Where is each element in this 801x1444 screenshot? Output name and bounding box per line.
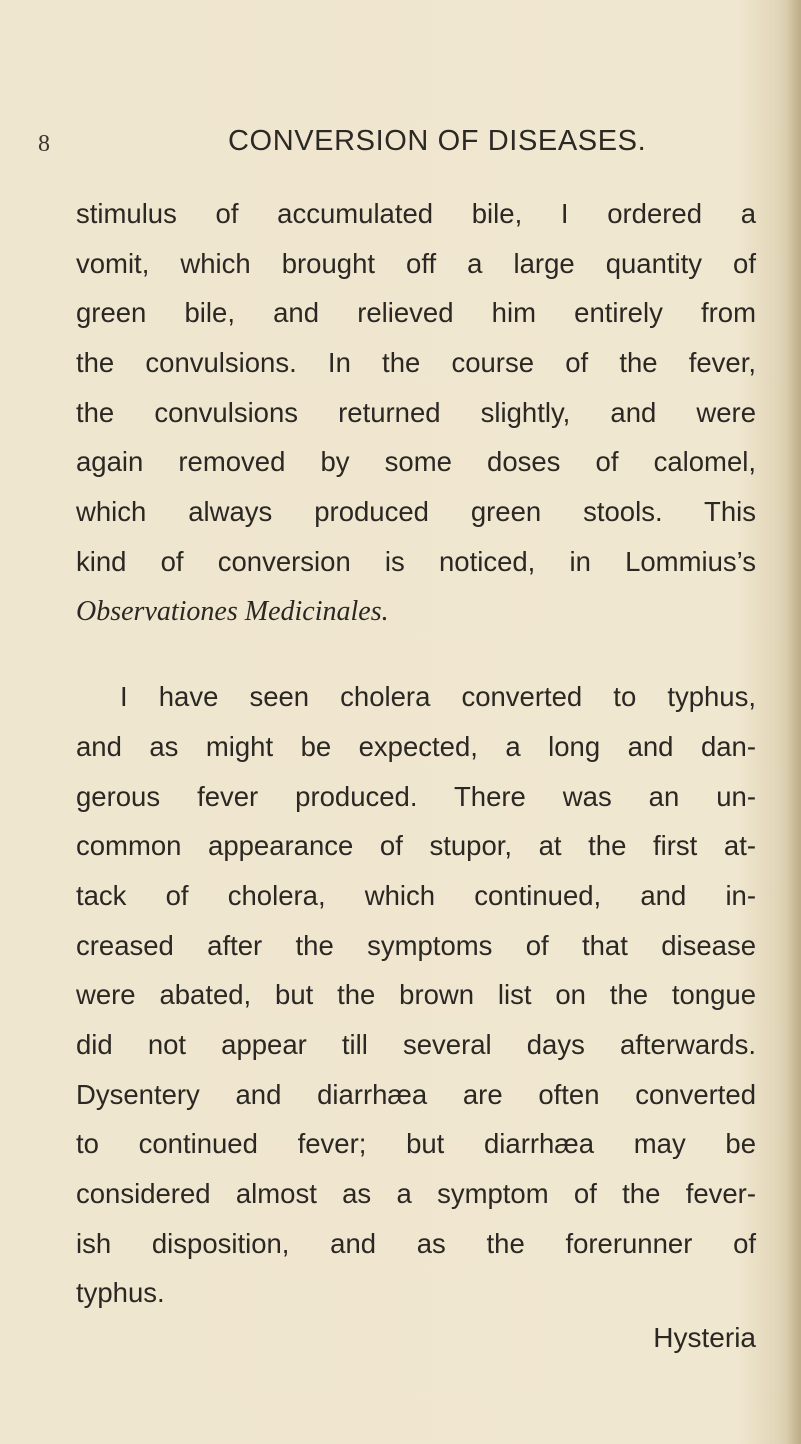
text-line: ish disposition, and as the forerunner of <box>76 1227 756 1259</box>
page-header <box>38 125 678 185</box>
catchword: Hysteria <box>653 1322 756 1353</box>
text-line: green bile, and relieved him entirely from <box>76 297 756 329</box>
text-line: considered almost as a symptom of the fever- <box>76 1178 756 1210</box>
text-line: I have seen cholera converted to typhus, <box>120 681 756 713</box>
text-line: to continued fever; but diarrhæa may be <box>76 1128 756 1160</box>
text-line: again removed by some doses of calomel, <box>76 446 756 478</box>
text-line: Dysentery and diarrhæa are often converted <box>76 1078 756 1110</box>
body-text <box>76 189 756 1318</box>
page-edge-shadow <box>787 0 801 1444</box>
text-line: common appearance of stupor, at the first at- <box>76 830 756 862</box>
text-line: which always produced green stools. This <box>76 496 756 528</box>
text-line: tack of cholera, which continued, and in- <box>76 879 756 911</box>
text-line: typhus. <box>76 1277 165 1309</box>
page-number: 8 <box>38 131 50 157</box>
text-line: did not appear till several days afterwards. <box>76 1029 756 1060</box>
paragraph-2 <box>76 672 756 1318</box>
italic-book-title: Observationes Medicinales. <box>76 595 389 627</box>
text-line: creased after the symptoms of that disease <box>76 929 756 961</box>
text-line: the convulsions. In the course of the fever, <box>76 347 756 379</box>
text-line: were abated, but the brown list on the tongue <box>76 979 756 1011</box>
text-line: kind of conversion is noticed, in Lommius’s <box>76 545 756 577</box>
text-line: gerous fever produced. There was an un- <box>76 780 756 812</box>
text-line: vomit, which brought off a large quantity of <box>76 247 756 279</box>
text-line: stimulus of accumulated bile, I ordered a <box>76 198 756 229</box>
text-line: the convulsions returned slightly, and were <box>76 396 756 428</box>
text-line: and as might be expected, a long and dan- <box>76 730 756 762</box>
paragraph-gap <box>76 636 756 672</box>
running-title: CONVERSION OF DISEASES. <box>228 125 647 157</box>
paragraph-1 <box>76 189 756 636</box>
